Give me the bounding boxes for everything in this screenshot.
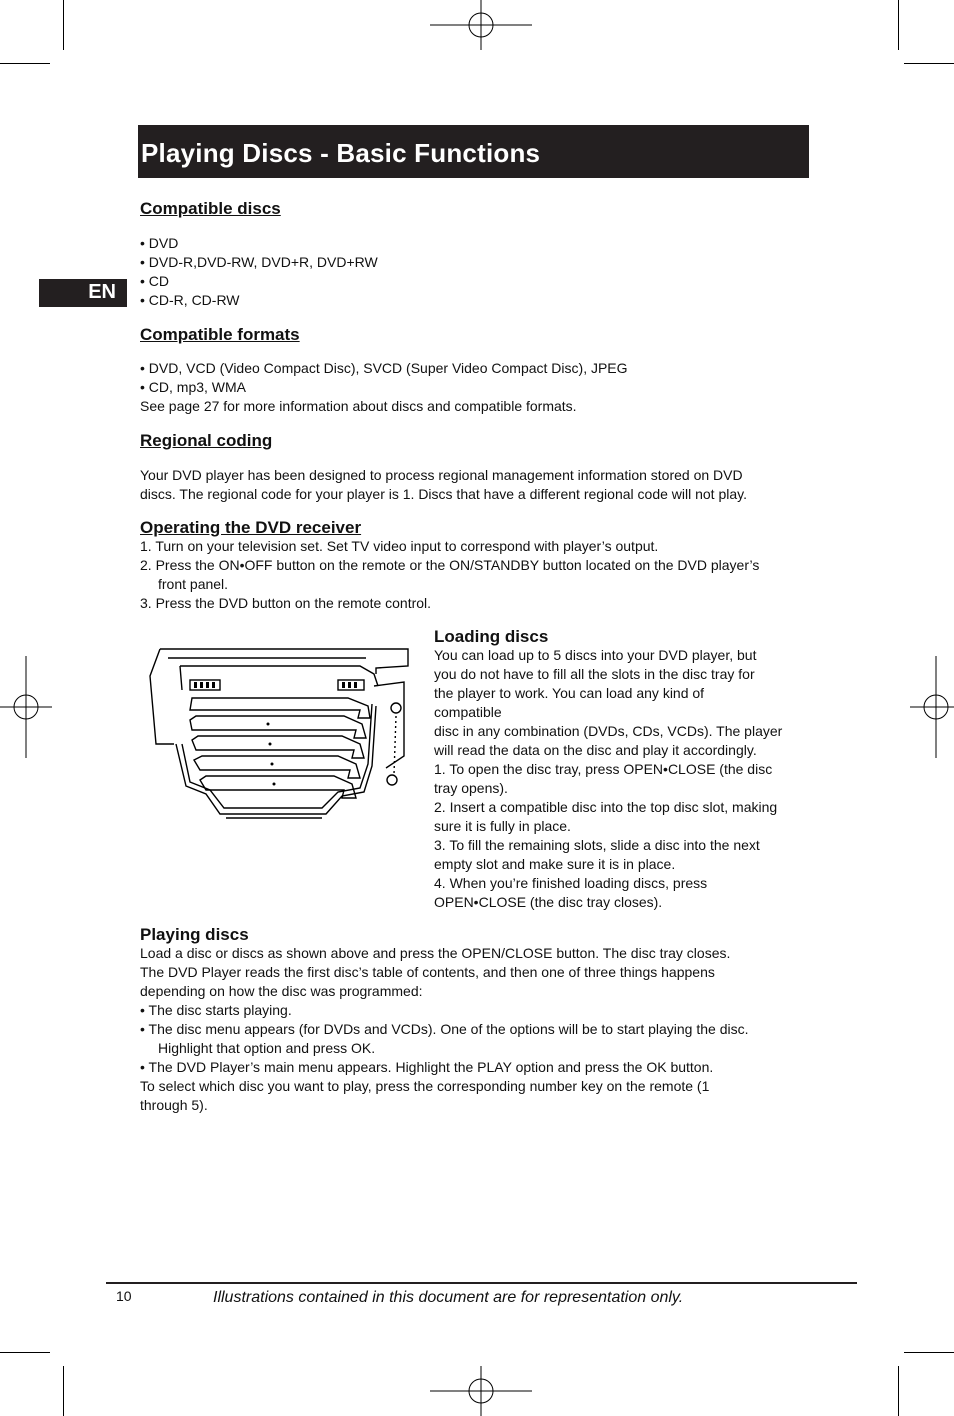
list-item: • CD xyxy=(140,273,170,289)
compatible-discs-section xyxy=(140,199,281,219)
list-item: • DVD-R,DVD-RW, DVD+R, DVD+RW xyxy=(140,254,378,270)
list-item: • The disc starts playing. xyxy=(140,1002,292,1018)
paragraph-line: depending on how the disc was programmed: xyxy=(140,983,423,999)
paragraph-line: The DVD Player reads the first disc’s table of contents, and then one of three things happens xyxy=(140,964,715,980)
title-bar xyxy=(138,125,809,178)
formats-note: See page 27 for more information about discs and compatible formats. xyxy=(140,398,577,414)
compatible-discs-list xyxy=(140,234,378,310)
list-item: • CD-R, CD-RW xyxy=(140,292,240,308)
operating-section xyxy=(140,518,361,538)
regional-coding-heading: Regional coding xyxy=(140,431,273,450)
paragraph-line: disc in any combination (DVDs, CDs, VCDs). The player xyxy=(434,723,783,739)
list-item: • DVD, VCD (Video Compact Disc), SVCD (Super Video Compact Disc), JPEG xyxy=(140,360,628,376)
registration-mark-left xyxy=(0,656,52,758)
operating-steps xyxy=(140,537,820,613)
playing-discs-heading: Playing discs xyxy=(140,925,249,944)
paragraph-line: empty slot and make sure it is in place. xyxy=(434,856,676,872)
compatible-formats-list xyxy=(140,359,628,416)
paragraph-line: tray opens). xyxy=(434,780,508,796)
loading-discs-section xyxy=(434,627,548,647)
paragraph-line: Load a disc or discs as shown above and press the OPEN/CLOSE button. The disc tray closes. xyxy=(140,945,731,961)
list-item-continued: Highlight that option and press OK. xyxy=(158,1040,376,1056)
paragraph-line: 3. To fill the remaining slots, slide a disc into the next xyxy=(434,837,760,853)
page-number: 10 xyxy=(116,1288,132,1304)
paragraph-line: you do not have to fill all the slots in the disc tray for xyxy=(434,666,755,682)
dvd-disc-tray-illustration xyxy=(146,646,412,822)
paragraph-line: discs. The regional code for your player is 1. Discs that have a different regional code will not play. xyxy=(140,486,747,502)
regional-coding-text xyxy=(140,466,747,504)
paragraph-line: Your DVD player has been designed to process regional management information stored on DVD xyxy=(140,467,743,483)
paragraph-line: 2. Insert a compatible disc into the top disc slot, making xyxy=(434,799,778,815)
loading-discs-heading: Loading discs xyxy=(434,627,549,646)
paragraph-line: To select which disc you want to play, press the corresponding number key on the remote (1 xyxy=(140,1078,710,1094)
page-title: Playing Discs - Basic Functions xyxy=(141,138,541,168)
playing-discs-section xyxy=(140,925,249,945)
regional-coding-section xyxy=(140,431,272,451)
language-tab-label: EN xyxy=(88,281,116,303)
paragraph-line: the player to work. You can load any kind of xyxy=(434,685,705,701)
list-item: • The DVD Player’s main menu appears. Highlight the PLAY option and press the OK button. xyxy=(140,1059,714,1075)
list-item: • DVD xyxy=(140,235,179,251)
registration-mark-bottom xyxy=(430,1366,532,1416)
paragraph-line: OPEN•CLOSE (the disc tray closes). xyxy=(434,894,663,910)
paragraph-line: You can load up to 5 discs into your DVD player, but xyxy=(434,647,757,663)
paragraph-line: 4. When you’re finished loading discs, press xyxy=(434,875,708,891)
compatible-formats-heading: Compatible formats xyxy=(140,325,300,344)
compatible-discs-heading: Compatible discs xyxy=(140,199,281,218)
paragraph-line: 1. To open the disc tray, press OPEN•CLOSE (the disc xyxy=(434,761,773,777)
registration-mark-top xyxy=(430,0,532,50)
operating-heading: Operating the DVD receiver xyxy=(140,518,362,537)
paragraph-line: through 5). xyxy=(140,1097,208,1113)
paragraph-line: sure it is fully in place. xyxy=(434,818,571,834)
list-item: • CD, mp3, WMA xyxy=(140,379,247,395)
step-item: 3. Press the DVD button on the remote control. xyxy=(140,595,432,611)
playing-discs-text xyxy=(140,944,820,1115)
footer-rule xyxy=(106,1282,857,1284)
registration-mark-right xyxy=(910,656,954,758)
language-tab xyxy=(39,279,127,307)
compatible-formats-section xyxy=(140,325,300,345)
paragraph-line: will read the data on the disc and play it accordingly. xyxy=(434,742,757,758)
paragraph-line: compatible xyxy=(434,704,502,720)
step-item: 1. Turn on your television set. Set TV video input to correspond with player’s output. xyxy=(140,538,659,554)
step-item: 2. Press the ON•OFF button on the remote or the ON/STANDBY button located on the DVD player’s xyxy=(140,557,760,573)
list-item: • The disc menu appears (for DVDs and VCDs). One of the options will be to start playing the disc. xyxy=(140,1021,749,1037)
loading-discs-text xyxy=(434,646,814,912)
step-item-continued: front panel. xyxy=(158,576,229,592)
footer-disclaimer: Illustrations contained in this document are for representation only. xyxy=(213,1289,684,1306)
